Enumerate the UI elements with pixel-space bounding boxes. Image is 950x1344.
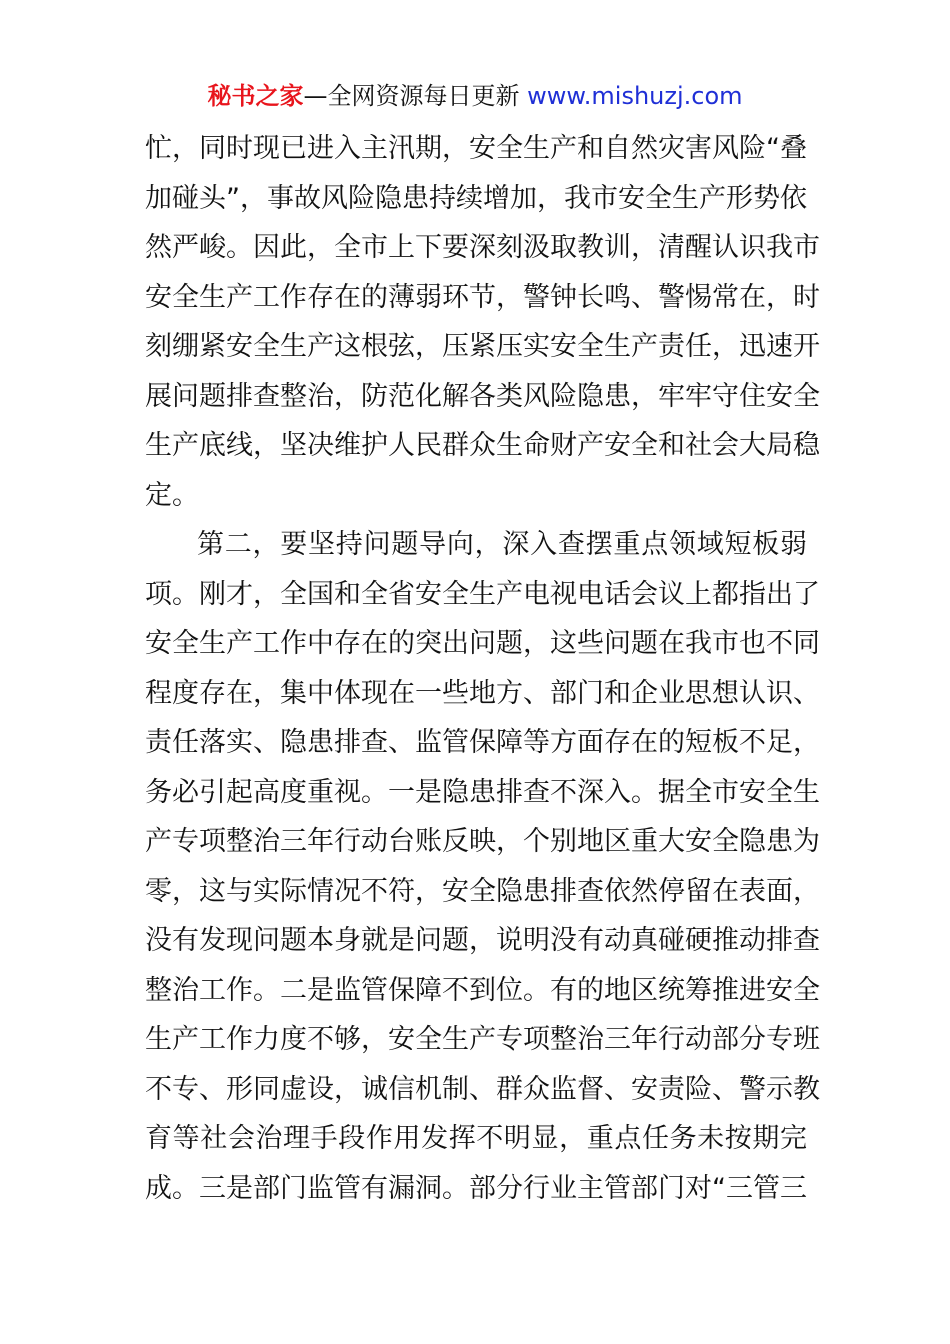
text-line: 展问题排查整治，防范化解各类风险隐患，牢牢守住安全 [145,380,820,412]
text-line: 安全生产工作存在的薄弱环节，警钟长鸣、警惕常在，时 [145,281,820,313]
text-line: 生产底线，坚决维护人民群众生命财产安全和社会大局稳 [145,430,820,461]
text-line: 项。刚才，全国和全省安全生产电视电话会议上都指出了 [145,578,820,610]
text-line: 育等社会治理手段作用发挥不明显，重点任务未按期完 [145,1123,807,1154]
brand-name: 秘书之家 [207,82,304,110]
text-line: 产专项整治三年行动台账反映，个别地区重大安全隐患为 [145,826,820,857]
text-line: 整治工作。二是监管保障不到位。有的地区统筹推进安全 [145,974,820,1006]
text-line: 安全生产工作中存在的突出问题，这些问题在我市也不同 [145,628,820,659]
text-line: 忙，同时现已进入主汛期，安全生产和自然灾害风险“叠 [145,133,807,164]
text-line: 没有发现问题本身就是问题，说明没有动真碰硬推动排查 [145,925,820,956]
text-line: 刻绷紧安全生产这根弦，压紧压实安全生产责任，迅速开 [145,331,820,362]
header-tagline: —全网资源每日更新 [303,82,520,110]
text-line: 务必引起高度重视。一是隐患排查不深入。据全市安全生 [145,776,820,808]
text-line: 加碰头”，事故风险隐患持续增加，我市安全生产形势依 [145,182,807,214]
text-line: 零，这与实际情况不符，安全隐患排查依然停留在表面， [145,875,820,907]
document-body [145,124,820,1213]
paragraph [145,124,820,520]
paragraph [145,520,820,1213]
text-line: 然严峻。因此，全市上下要深刻汲取教训，清醒认识我市 [145,232,820,263]
text-line: 生产工作力度不够，安全生产专项整治三年行动部分专班 [145,1024,820,1055]
site-url-link[interactable]: www.mishuzj.com [527,82,743,110]
text-line: 第二，要坚持问题导向，深入查摆重点领域短板弱 [197,529,807,560]
text-line: 责任落实、隐患排查、监管保障等方面存在的短板不足， [145,727,820,758]
text-line: 成。三是部门监管有漏洞。部分行业主管部门对“三管三 [145,1172,807,1204]
text-line: 程度存在，集中体现在一些地方、部门和企业思想认识、 [145,677,820,709]
text-line: 定。 [145,479,199,511]
text-line: 不专、形同虚设，诚信机制、群众监督、安责险、警示教 [145,1073,820,1105]
page-header [0,78,950,114]
